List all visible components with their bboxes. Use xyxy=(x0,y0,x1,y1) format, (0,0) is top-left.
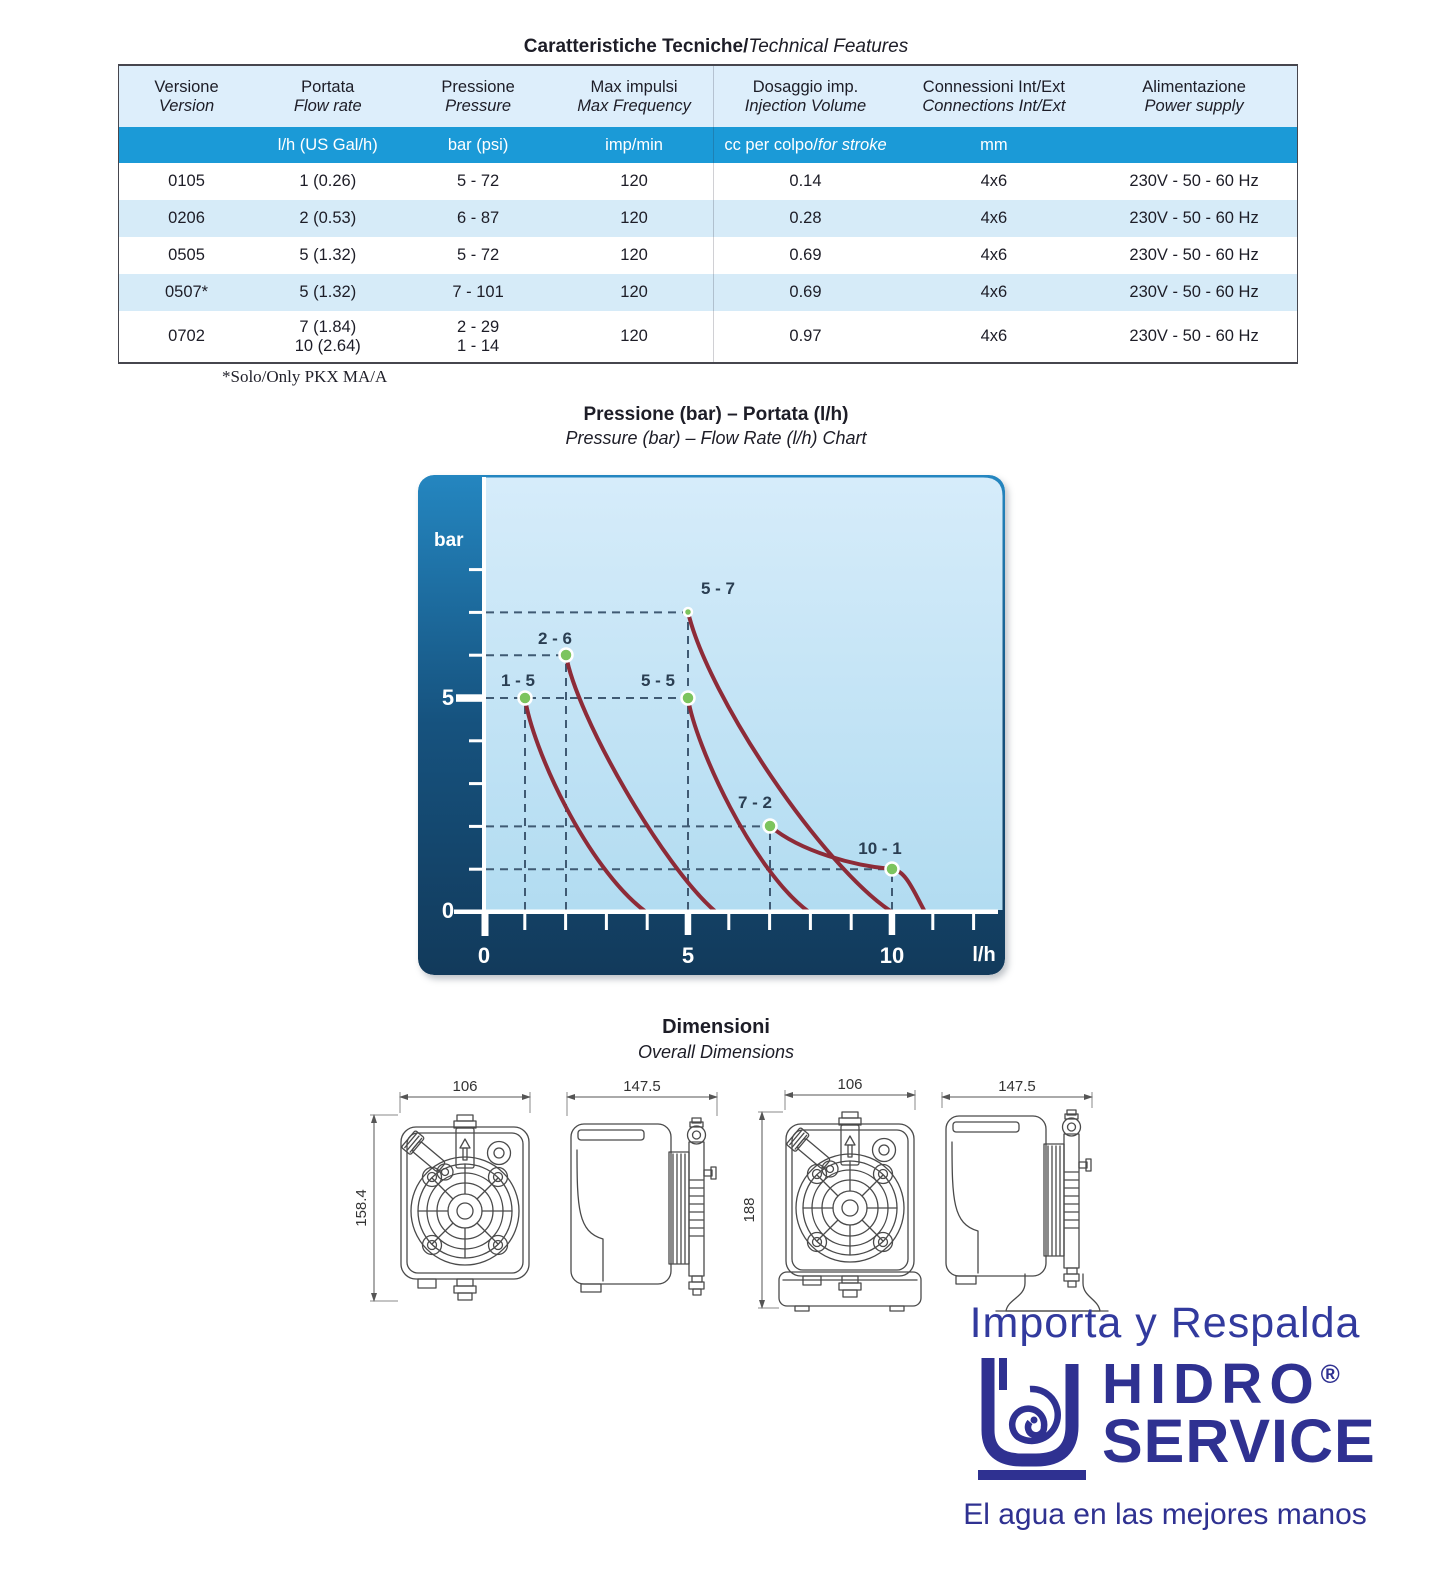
col-header-alimentazione xyxy=(1091,65,1297,127)
chart-canvas xyxy=(418,475,1005,975)
unit-injection-roman: cc per colpo/ xyxy=(724,135,818,154)
dim-height-front: 158.4 xyxy=(353,1189,370,1227)
brand-slogan: El agua en las mejores manos xyxy=(963,1498,1367,1531)
cell-connections: 4x6 xyxy=(897,237,1092,274)
unit-cell-flow: l/h (US Gal/h) xyxy=(254,127,401,163)
table-title-italian: Caratteristiche Tecniche/ xyxy=(523,36,749,57)
dim-height-front-base: 188 xyxy=(741,1197,758,1223)
cell-version: 0702 xyxy=(119,311,255,363)
marker-5-7 xyxy=(684,608,692,616)
cell-injection: 0.28 xyxy=(714,200,897,237)
col-header-pressione xyxy=(401,65,554,127)
x-tick-label-10: 10 xyxy=(879,943,905,968)
unit-injection-italic: for stroke xyxy=(817,135,887,154)
col-header-it: Pressione xyxy=(441,77,515,96)
x-tick-label-5: 5 xyxy=(681,943,695,968)
col-header-it: Max impulsi xyxy=(590,77,678,96)
chart-subtitle: Pressure (bar) – Flow Rate (l/h) Chart xyxy=(565,428,867,448)
point-label-5-5: 5 - 5 xyxy=(640,671,676,690)
unit-cell-injection xyxy=(714,127,897,163)
dimensions-title: Dimensioni xyxy=(662,1016,770,1038)
dimensions-subtitle: Overall Dimensions xyxy=(637,1042,795,1062)
dimension-drawings xyxy=(330,1070,1110,1320)
chart-title: Pressione (bar) – Portata (l/h) xyxy=(583,404,849,425)
table-row xyxy=(119,163,1298,200)
dim-width-side-pedestal: 147.5 xyxy=(998,1078,1036,1095)
col-header-en: Version xyxy=(158,96,215,115)
cell-injection: 0.69 xyxy=(714,274,897,311)
cell-pressure xyxy=(401,311,554,363)
table-units-row xyxy=(119,127,1298,163)
chart-plot-area xyxy=(484,478,1003,911)
cell-injection: 0.69 xyxy=(714,237,897,274)
x-axis-unit-label: l/h xyxy=(972,944,996,966)
unit-cell-connections: mm xyxy=(897,127,1092,163)
registered-trademark-symbol: ® xyxy=(1320,1359,1340,1389)
cell-pressure: 5 - 72 xyxy=(401,237,554,274)
cell-pressure-line2: 1 - 14 xyxy=(456,336,500,355)
unit-cell-frequency: imp/min xyxy=(555,127,714,163)
logo-name-top xyxy=(1102,1352,1376,1416)
cell-flow xyxy=(254,311,401,363)
logo-name-bottom: SERVICE xyxy=(1102,1407,1376,1475)
marker-2-6 xyxy=(560,649,573,662)
marker-10-1 xyxy=(886,863,899,876)
cell-flow: 5 (1.32) xyxy=(254,237,401,274)
cell-injection: 0.97 xyxy=(714,311,897,363)
dim-width-front-base: 106 xyxy=(837,1076,863,1093)
col-header-it: Alimentazione xyxy=(1142,77,1246,96)
table-title xyxy=(0,36,1432,58)
unit-cell-empty xyxy=(119,127,255,163)
cell-injection: 0.14 xyxy=(714,163,897,200)
cell-power: 230V - 50 - 60 Hz xyxy=(1091,311,1297,363)
cell-flow-line1: 7 (1.84) xyxy=(299,317,357,336)
col-header-it: Dosaggio imp. xyxy=(752,77,859,96)
table-row xyxy=(119,274,1298,311)
cell-connections: 4x6 xyxy=(897,200,1092,237)
point-label-5-7: 5 - 7 xyxy=(700,579,736,598)
cell-connections: 4x6 xyxy=(897,274,1092,311)
hidroservice-logo xyxy=(978,1352,1376,1487)
point-label-7-2: 7 - 2 xyxy=(737,793,773,812)
cell-power: 230V - 50 - 60 Hz xyxy=(1091,200,1297,237)
cell-max-frequency: 120 xyxy=(555,311,714,363)
marker-7-2 xyxy=(764,820,777,833)
cell-flow: 2 (0.53) xyxy=(254,200,401,237)
distributor-tagline: Importa y Respalda xyxy=(969,1299,1361,1347)
col-header-portata xyxy=(254,65,401,127)
cell-pressure: 5 - 72 xyxy=(401,163,554,200)
pump-side-pedestal-view-drawing xyxy=(942,1078,1108,1311)
cell-max-frequency: 120 xyxy=(555,237,714,274)
pump-front-base-view-drawing xyxy=(741,1076,921,1311)
cell-pressure: 7 - 101 xyxy=(401,274,554,311)
marker-5-5 xyxy=(682,692,695,705)
marker-1-5 xyxy=(519,692,532,705)
cell-max-frequency: 120 xyxy=(555,163,714,200)
y-tick-label-0: 0 xyxy=(441,898,455,923)
pump-front-view-drawing xyxy=(353,1078,530,1301)
table-row xyxy=(119,200,1298,237)
col-header-en: Injection Volume xyxy=(744,96,867,115)
col-header-it: Portata xyxy=(301,77,355,96)
col-header-it: Connessioni Int/Ext xyxy=(922,77,1065,96)
dim-width-side: 147.5 xyxy=(623,1078,661,1095)
pressure-flow-chart xyxy=(418,475,1005,975)
pump-side-view-drawing xyxy=(567,1078,717,1295)
cell-flow: 5 (1.32) xyxy=(254,274,401,311)
point-label-10-1: 10 - 1 xyxy=(858,839,902,858)
cell-version: 0507* xyxy=(119,274,255,311)
cell-max-frequency: 120 xyxy=(555,200,714,237)
y-axis-unit-label: bar xyxy=(434,530,464,551)
col-header-max-impulsi xyxy=(555,65,714,127)
logo-hidro-word: HIDRO xyxy=(1102,1352,1321,1416)
cell-connections: 4x6 xyxy=(897,311,1092,363)
table-header-row xyxy=(119,65,1298,127)
cell-power: 230V - 50 - 60 Hz xyxy=(1091,237,1297,274)
cell-version: 0505 xyxy=(119,237,255,274)
dimension-drawings-canvas xyxy=(330,1070,1110,1315)
point-label-1-5: 1 - 5 xyxy=(500,671,536,690)
cell-power: 230V - 50 - 60 Hz xyxy=(1091,163,1297,200)
y-tick-label-5: 5 xyxy=(441,685,455,710)
col-header-en: Max Frequency xyxy=(577,96,691,115)
technical-features-table xyxy=(118,64,1298,364)
cell-flow: 1 (0.26) xyxy=(254,163,401,200)
col-header-en: Connections Int/Ext xyxy=(922,96,1066,115)
col-header-en: Pressure xyxy=(445,96,512,115)
col-header-it: Versione xyxy=(154,77,219,96)
col-header-en: Power supply xyxy=(1144,96,1244,115)
hidroservice-logo-text xyxy=(1102,1352,1376,1475)
hidroservice-logo-icon xyxy=(978,1356,1090,1487)
cell-max-frequency: 120 xyxy=(555,274,714,311)
cell-power: 230V - 50 - 60 Hz xyxy=(1091,274,1297,311)
col-header-en: Flow rate xyxy=(293,96,362,115)
cell-pressure-line1: 2 - 29 xyxy=(456,317,500,336)
col-header-versione xyxy=(119,65,255,127)
col-header-dosaggio xyxy=(714,65,897,127)
cell-connections: 4x6 xyxy=(897,163,1092,200)
cell-flow-line2: 10 (2.64) xyxy=(294,336,361,355)
table-title-english: Technical Features xyxy=(748,36,909,57)
table-row xyxy=(119,311,1298,363)
col-header-connessioni xyxy=(897,65,1092,127)
x-tick-label-0: 0 xyxy=(477,943,491,968)
point-label-2-6: 2 - 6 xyxy=(537,629,573,648)
table-row xyxy=(119,237,1298,274)
unit-cell-pressure: bar (psi) xyxy=(401,127,554,163)
unit-cell-empty xyxy=(1091,127,1297,163)
dim-width-front: 106 xyxy=(452,1078,478,1095)
cell-version: 0105 xyxy=(119,163,255,200)
table-footnote: *Solo/Only PKX MA/A xyxy=(222,367,388,386)
cell-pressure: 6 - 87 xyxy=(401,200,554,237)
cell-version: 0206 xyxy=(119,200,255,237)
